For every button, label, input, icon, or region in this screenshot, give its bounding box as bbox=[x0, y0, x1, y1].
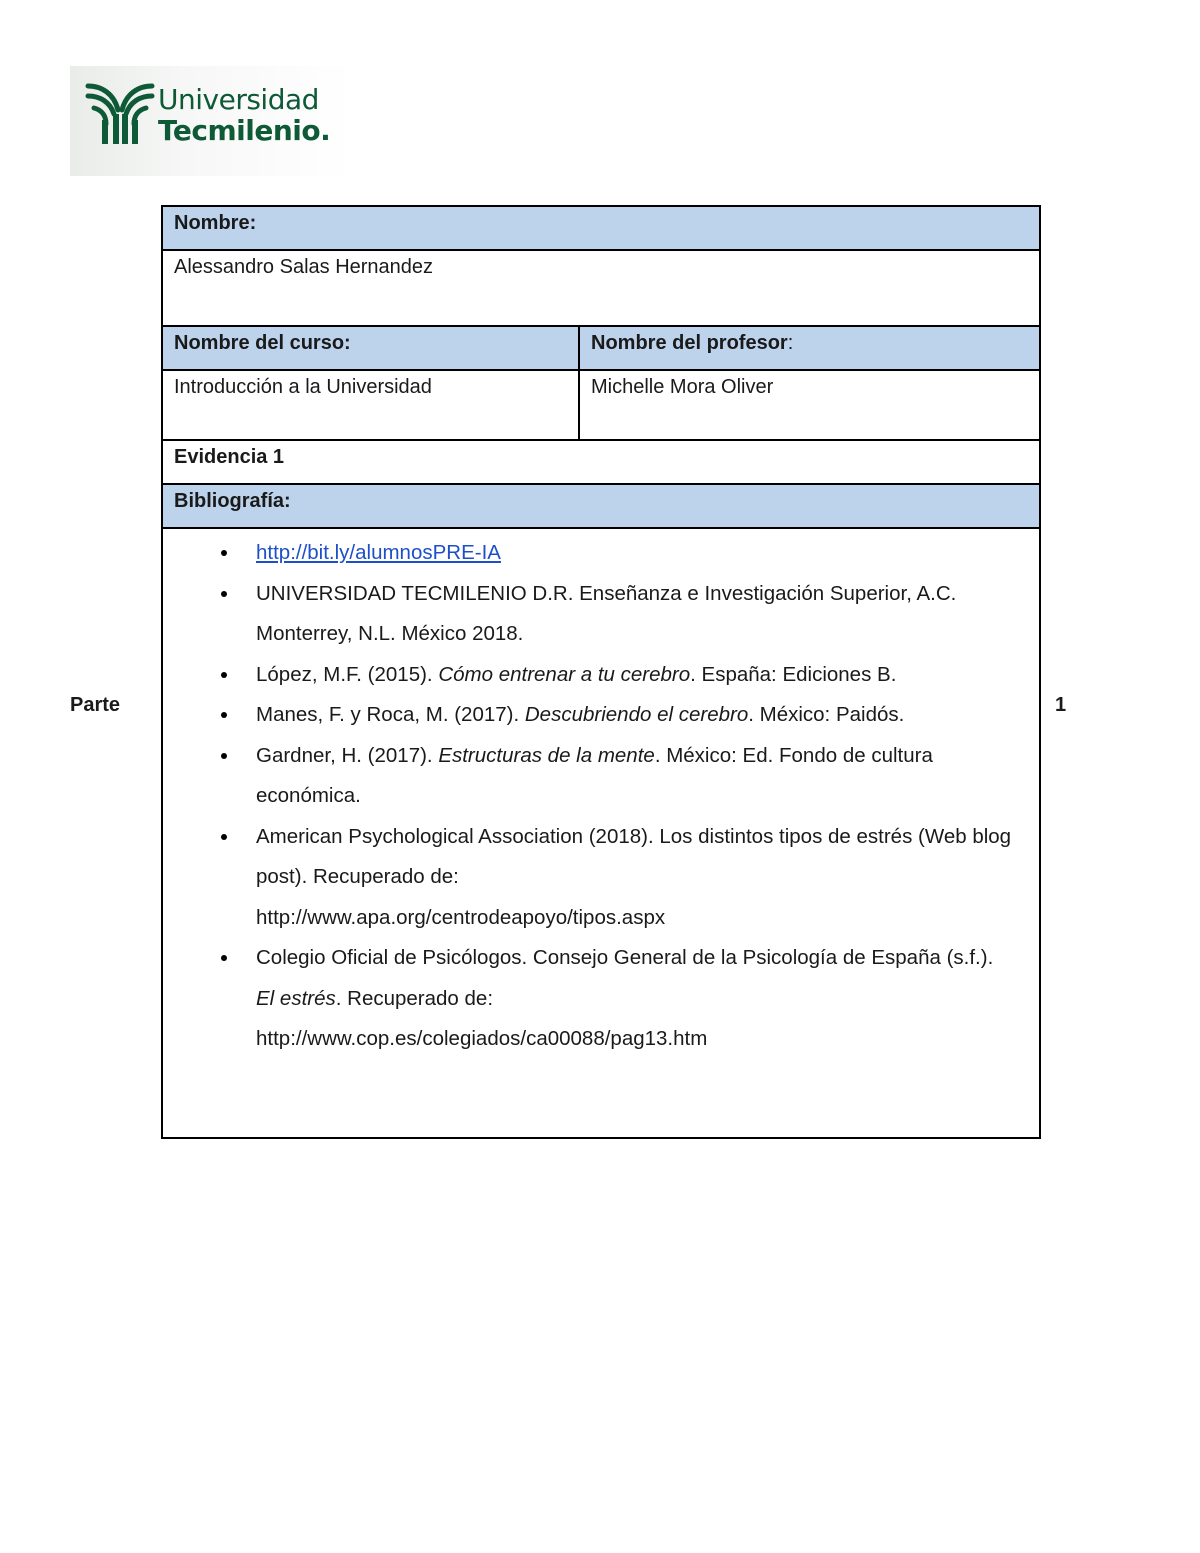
bib-title: El estrés bbox=[256, 986, 336, 1010]
name-label: Nombre: bbox=[174, 212, 257, 234]
professor-name: Michelle Mora Oliver bbox=[591, 376, 774, 398]
bibliography-label: Bibliografía: bbox=[174, 490, 291, 512]
bib-item bbox=[256, 533, 1028, 574]
bib-text: American Psychological Association (2018). Los distintos tipos de estrés (Web blog post). Recuperado de: bbox=[256, 824, 1012, 888]
bib-author: López, M.F. (2015). bbox=[256, 662, 439, 686]
university-logo bbox=[70, 66, 352, 176]
logo-line-universidad: Universidad bbox=[158, 83, 319, 116]
course-name: Introducción a la Universidad bbox=[174, 376, 432, 398]
cover-form-table bbox=[161, 205, 1041, 1139]
part-number: 1 bbox=[1055, 694, 1067, 716]
student-name: Alessandro Salas Hernandez bbox=[174, 256, 434, 278]
logo-wordmark bbox=[158, 83, 331, 147]
professor-value-cell bbox=[579, 370, 1040, 440]
bib-author: Manes, F. y Roca, M. (2017). bbox=[256, 703, 525, 726]
bib-title: Descubriendo el cerebro bbox=[524, 703, 749, 726]
bib-title: Cómo entrenar a tu cerebro bbox=[438, 662, 691, 686]
logo-line-tecmilenio: Tecmilenio. bbox=[158, 114, 331, 147]
bib-text: UNIVERSIDAD TECMILENIO D.R. Enseñanza e Investigación Superior, A.C. Monterrey, N.L. México 2018. bbox=[256, 581, 957, 645]
course-label: Nombre del curso: bbox=[174, 332, 351, 354]
bib-publisher: . México: Ed. Fondo de cultura económica. bbox=[256, 743, 933, 807]
professor-label-colon: : bbox=[787, 332, 794, 354]
professor-label-cell bbox=[579, 326, 1040, 370]
bib-item bbox=[256, 817, 1028, 939]
bib-publisher: . Recuperado de: bbox=[335, 986, 494, 1010]
evidence-cell bbox=[162, 440, 1040, 484]
name-label-cell bbox=[162, 206, 1040, 250]
bib-title: Estructuras de la mente bbox=[438, 743, 655, 767]
bibliography-list bbox=[174, 533, 1028, 1060]
professor-label: Nombre del profesor bbox=[591, 332, 788, 354]
bib-publisher: . España: Ediciones B. bbox=[690, 662, 897, 686]
bib-item bbox=[256, 736, 1028, 817]
bib-author: Colegio Oficial de Psicólogos. Consejo General de la Psicología de España (s.f.). bbox=[256, 946, 994, 969]
course-value-cell bbox=[162, 370, 579, 440]
bib-publisher: . México: Paidós. bbox=[748, 703, 905, 726]
name-value-cell bbox=[162, 250, 1040, 326]
bibliography-label-cell bbox=[162, 484, 1040, 528]
bib-link-alumnos[interactable]: http://bit.ly/alumnosPRE-IA bbox=[256, 541, 501, 564]
tecmilenio-arches-icon bbox=[84, 80, 156, 146]
bib-item bbox=[256, 655, 1028, 696]
bib-item bbox=[256, 938, 1028, 1060]
part-label: Parte bbox=[70, 694, 121, 716]
bibliography-cell bbox=[162, 528, 1040, 1138]
bib-author: Gardner, H. (2017). bbox=[256, 743, 439, 767]
evidence-title: Evidencia 1 bbox=[174, 446, 285, 468]
bib-item bbox=[256, 574, 1028, 655]
bib-url-apa[interactable]: http://www.apa.org/centrodeapoyo/tipos.aspx bbox=[256, 905, 666, 929]
bib-item bbox=[256, 695, 1028, 736]
bib-url-cop[interactable]: http://www.cop.es/colegiados/ca00088/pag13.htm bbox=[256, 1027, 708, 1050]
course-label-cell bbox=[162, 326, 579, 370]
